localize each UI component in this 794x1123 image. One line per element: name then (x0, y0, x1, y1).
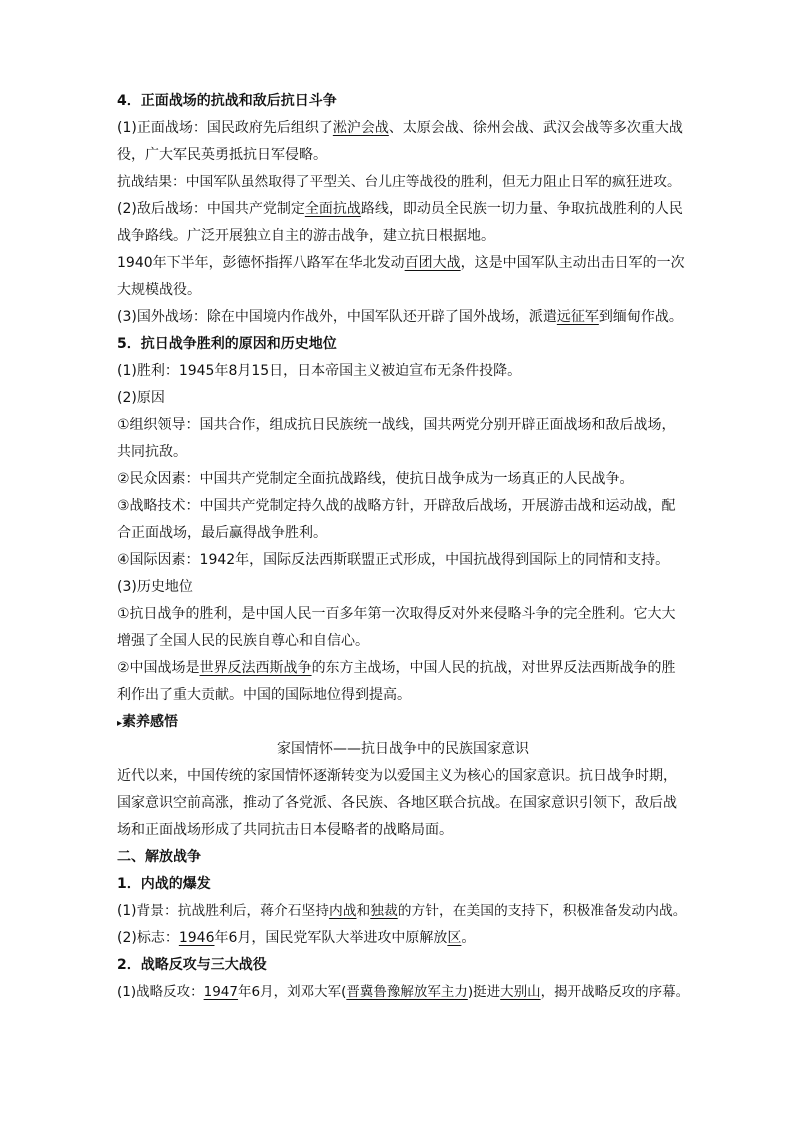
text-span: (3)国外战场：除在中国境内作战外，中国军队还开辟了国外战场，派遣 (117, 309, 557, 325)
part-2-heading: 二、解放战争 (117, 849, 201, 865)
background-line (117, 898, 689, 925)
text-span: 年6月，刘邓大军( (237, 984, 347, 1000)
underlined-term: 独裁 (370, 903, 398, 919)
section-4-heading: 4．正面战场的抗战和敌后抗日斗争 (117, 93, 337, 109)
hundred-regiments-line-1 (117, 250, 689, 277)
literacy-line-3: 场和正面战场形成了共同抗击日本侵略者的战略局面。 (117, 822, 453, 838)
status-point-1-line-2: 增强了全国人民的民族自尊心和自信心。 (117, 633, 369, 649)
rear-battlefield-line-1 (117, 196, 689, 223)
literacy-line-1: 近代以来，中国传统的家国情怀逐渐转变为以爱国主义为核心的国家意识。抗日战争时期， (117, 768, 677, 784)
hundred-regiments-line-2: 大规模战役。 (117, 282, 201, 298)
text-span: 的方针，在美国的支持下，积极准备发动内战。 (397, 903, 687, 919)
rear-battlefield-line-2: 战争路线。广泛开展独立自主的游击战争，建立抗日根据地。 (117, 228, 495, 244)
triangle-marker-icon: ▸ (117, 718, 123, 729)
text-span: 1940年下半年，彭德怀指挥八路军在华北发动 (117, 255, 405, 271)
historical-status-heading: (3)历史地位 (117, 579, 193, 595)
literacy-line-2: 国家意识空前高涨，推动了各党派、各民族、各地区联合抗战。在国家意识引领下，敌后战 (117, 795, 677, 811)
reason-people-line: ②民众因素：中国共产党制定全面抗战路线，使抗日战争成为一场真正的人民战争。 (117, 471, 634, 487)
underlined-term: 晋冀鲁豫解放军主力 (346, 984, 468, 1000)
underlined-term: 淞沪会战 (332, 120, 389, 136)
literacy-label (117, 709, 689, 736)
text-span: (1)背景：抗战胜利后，蒋介石坚持 (117, 903, 329, 919)
underlined-term: 区 (447, 930, 462, 946)
status-point-2-line-1 (117, 655, 689, 682)
war-result-line: 抗战结果：中国军队虽然取得了平型关、台儿庄等战役的胜利，但无力阻止日军的疯狂进攻。 (117, 174, 681, 190)
underlined-term: 1947 (203, 984, 238, 1000)
front-battlefield-line-2: 役，广大军民英勇抵抗日军侵略。 (117, 147, 327, 163)
overseas-battlefield-line (117, 304, 689, 331)
text-span: 到缅甸作战。 (598, 309, 683, 325)
text-span: 和 (356, 903, 371, 919)
literacy-label-text: 素养感悟 (122, 714, 179, 730)
text-span: (1)正面战场：国民政府先后组织了 (117, 120, 333, 136)
text-span: (1)战略反攻： (117, 984, 204, 1000)
underlined-term: 内战 (328, 903, 357, 919)
front-battlefield-line-1 (117, 115, 689, 142)
status-point-2-line-2: 利作出了重大贡献。中国的国际地位得到提高。 (117, 687, 411, 703)
victory-line: (1)胜利：1945年8月15日，日本帝国主义被迫宣布无条件投降。 (117, 363, 522, 379)
reason-strategy-line-1: ③战略技术：中国共产党制定持久战的战略方针，开辟敌后战场，开展游击战和运动战，配 (117, 498, 676, 514)
text-span: 年6月，国民党军队大举进攻中原解放 (214, 930, 448, 946)
underlined-term: 百团大战 (404, 255, 461, 271)
reason-strategy-line-2: 合正面战场，最后赢得战争胜利。 (117, 525, 327, 541)
text-span: 、太原会战、徐州会战、武汉会战等多次重大战 (388, 120, 683, 136)
text-span: ，揭开战略反攻的序幕。 (540, 984, 690, 1000)
reason-leadership-line-1: ①组织领导：国共合作，组成抗日民族统一战线，国共两党分别开辟正面战场和敌后战场， (117, 417, 676, 433)
underlined-term: 世界反法西斯战争 (199, 660, 312, 676)
status-point-1-line-1: ①抗日战争的胜利，是中国人民一百多年第一次取得反对外来侵略斗争的完全胜利。它大大 (117, 606, 676, 622)
underlined-term: 全面抗战 (304, 201, 361, 217)
text-span: (2)敌后战场：中国共产党制定 (117, 201, 305, 217)
reason-international-line: ④国际因素：1942年，国际反法西斯联盟正式形成，中国抗战得到国际上的同情和支持。 (117, 552, 670, 568)
document-page (117, 88, 689, 1006)
civil-war-outbreak-heading: 1．内战的爆发 (117, 876, 211, 892)
underlined-term: 1946 (178, 930, 215, 946)
literacy-title: 家国情怀——抗日战争中的民族国家意识 (277, 741, 529, 757)
text-span: 路线，即动员全民族一切力量、争取抗战胜利的人民 (360, 201, 683, 217)
underlined-term: 远征军 (556, 309, 599, 325)
underlined-term: 大别山 (500, 984, 541, 1000)
text-span: ，这是中国军队主动出击日军的一次 (460, 255, 685, 271)
text-span: 。 (461, 930, 476, 946)
reasons-heading: (2)原因 (117, 390, 165, 406)
counteroffensive-line (117, 979, 689, 1006)
marker-event-line (117, 925, 689, 952)
text-span: )挺进 (467, 984, 501, 1000)
counteroffensive-heading: 2．战略反攻与三大战役 (117, 957, 267, 973)
text-span: (2)标志： (117, 930, 179, 946)
text-span: ②中国战场是 (117, 660, 200, 676)
text-span: 的东方主战场，中国人民的抗战，对世界反法西斯战争的胜 (311, 660, 676, 676)
reason-leadership-line-2: 共同抗敌。 (117, 444, 187, 460)
section-5-heading: 5．抗日战争胜利的原因和历史地位 (117, 336, 337, 352)
